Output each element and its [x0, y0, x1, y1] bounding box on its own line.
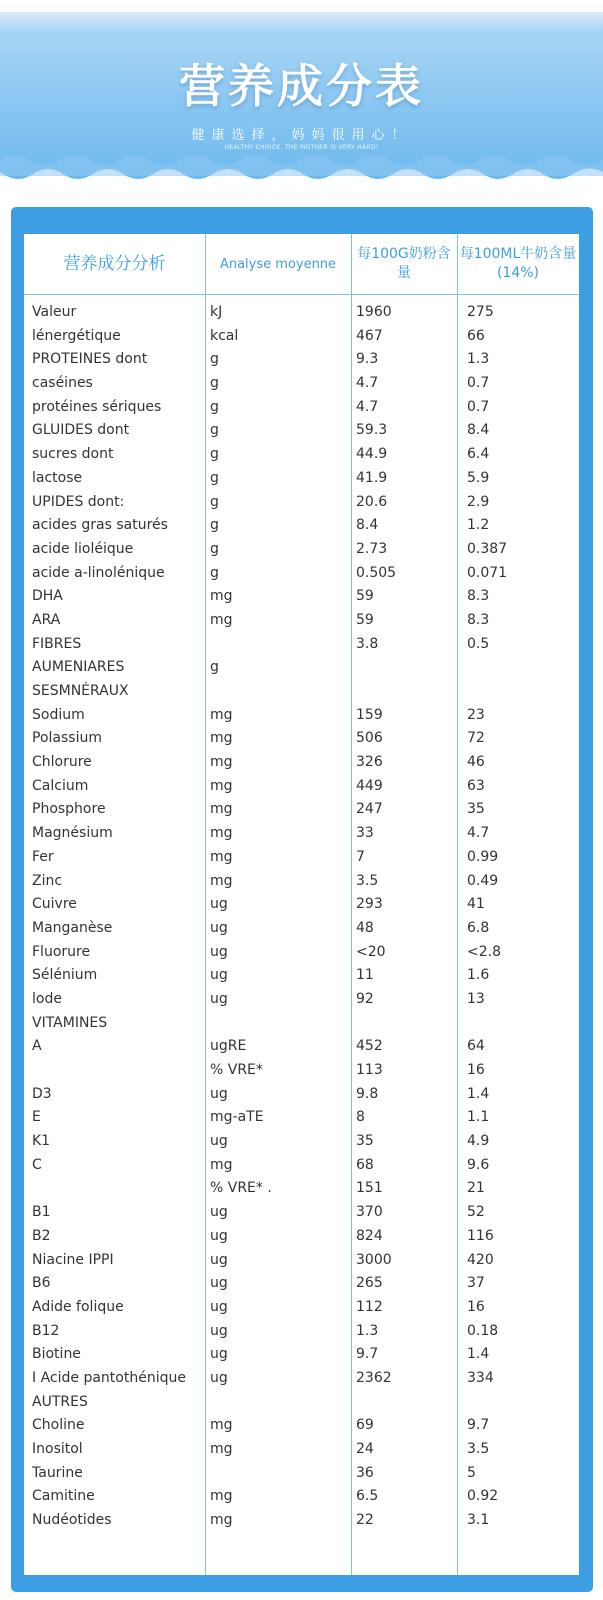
- cell-per-100g: 3.8: [356, 635, 379, 652]
- cell-per-100ml: 41: [467, 896, 485, 913]
- cell-nutrient: [24, 1059, 205, 1083]
- cell-nutrient: B12: [32, 1322, 60, 1339]
- cell-per-100ml: [457, 1012, 579, 1036]
- cell-unit: mg: [210, 754, 233, 771]
- table-row: [24, 1035, 579, 1059]
- cell-unit: g: [210, 659, 219, 676]
- cell-per-100g: 22: [356, 1512, 374, 1529]
- cell-nutrient: Choline: [32, 1417, 85, 1434]
- cell-per-100ml: 5: [467, 1464, 476, 1481]
- cell-nutrient: I Acide pantothénique: [32, 1369, 186, 1386]
- cell-per-100ml: 1.6: [467, 967, 490, 984]
- cell-unit: mg: [210, 1417, 233, 1434]
- table-row: [24, 467, 579, 491]
- cell-per-100ml: 1.4: [467, 1346, 490, 1363]
- cell-nutrient: protéines sériques: [32, 398, 162, 415]
- table-row: [24, 775, 579, 799]
- cell-per-100g: <20: [356, 943, 386, 960]
- table-row: [24, 1201, 579, 1225]
- cell-per-100ml: 0.92: [467, 1488, 499, 1505]
- cell-per-100g: 6.5: [356, 1488, 379, 1505]
- cell-nutrient: PROTEINES dont: [32, 351, 148, 368]
- cell-nutrient: UPIDES dont:: [32, 493, 125, 510]
- table-row: [24, 538, 579, 562]
- table-row: [24, 1391, 579, 1415]
- cell-nutrient: Zinc: [32, 872, 63, 889]
- cell-unit: [205, 1462, 351, 1486]
- cell-unit: ug: [210, 1346, 228, 1363]
- cell-nutrient: B1: [32, 1204, 51, 1221]
- cell-nutrient: Sodium: [32, 706, 85, 723]
- cell-per-100ml: 6.4: [467, 446, 490, 463]
- cell-unit: [205, 633, 351, 657]
- cell-unit: mg: [210, 588, 233, 605]
- cell-per-100g: 370: [356, 1204, 383, 1221]
- table-row: [24, 1343, 579, 1367]
- table-row: [24, 1154, 579, 1178]
- cell-nutrient: Adide folique: [32, 1298, 124, 1315]
- cell-per-100g: 3.5: [356, 872, 379, 889]
- table-row: [24, 680, 579, 704]
- cell-per-100g: 293: [356, 896, 383, 913]
- cell-per-100ml: 52: [467, 1204, 485, 1221]
- table-row: [24, 491, 579, 515]
- cell-per-100g: 69: [356, 1417, 374, 1434]
- cell-per-100ml: 0.99: [467, 848, 499, 865]
- cell-nutrient: ARA: [32, 611, 61, 628]
- cell-per-100ml: [457, 1391, 579, 1415]
- cell-per-100g: 4.7: [356, 375, 379, 392]
- cell-per-100ml: 9.7: [467, 1417, 490, 1434]
- cell-nutrient: FIBRES: [32, 635, 82, 652]
- table-body: [24, 301, 579, 1533]
- table-row: [24, 988, 579, 1012]
- cell-unit: mg: [210, 706, 233, 723]
- cell-nutrient: [24, 1177, 205, 1201]
- cell-per-100g: [351, 1012, 457, 1036]
- cell-nutrient: Cuivre: [32, 896, 77, 913]
- cell-nutrient: Phosphore: [32, 801, 106, 818]
- cell-per-100ml: 1.4: [467, 1085, 490, 1102]
- cell-per-100g: 59: [356, 588, 374, 605]
- table-row: [24, 1438, 579, 1462]
- cell-per-100g: 2362: [356, 1369, 392, 1386]
- cell-unit: g: [210, 446, 219, 463]
- cell-unit: g: [210, 422, 219, 439]
- cell-nutrient: lénergétique: [32, 327, 121, 344]
- cell-per-100g: 265: [356, 1275, 383, 1292]
- cell-per-100g: 9.3: [356, 351, 379, 368]
- cell-per-100g: 92: [356, 990, 374, 1007]
- cell-per-100g: 467: [356, 327, 383, 344]
- cell-unit: g: [210, 375, 219, 392]
- table-row: [24, 633, 579, 657]
- cell-nutrient: Nudéotides: [32, 1512, 112, 1529]
- cell-per-100ml: 0.071: [467, 564, 508, 581]
- cell-per-100ml: 21: [467, 1180, 485, 1197]
- cell-unit: [205, 1012, 351, 1036]
- cell-nutrient: K1: [32, 1133, 51, 1150]
- cell-nutrient: Niacine IPPI: [32, 1251, 114, 1268]
- cell-unit: g: [210, 540, 219, 557]
- cell-per-100ml: 16: [467, 1062, 485, 1078]
- table-row: [24, 1320, 579, 1344]
- cell-per-100ml: 63: [467, 777, 485, 794]
- cell-unit: ug: [210, 1227, 228, 1244]
- cell-per-100ml: [457, 656, 579, 680]
- cell-unit: % VRE* .: [210, 1180, 272, 1197]
- cell-nutrient: Inositol: [32, 1441, 83, 1457]
- cell-per-100g: 824: [356, 1227, 383, 1244]
- cell-per-100g: 113: [356, 1062, 383, 1078]
- cell-unit: mg: [210, 872, 233, 889]
- cell-unit: mg: [210, 1488, 233, 1505]
- cell-per-100g: 449: [356, 777, 383, 794]
- cell-per-100ml: 4.7: [467, 825, 490, 842]
- nutrition-table: [24, 234, 579, 1575]
- cell-nutrient: DHA: [32, 588, 63, 605]
- cell-nutrient: Valeur: [32, 304, 77, 320]
- cell-per-100g: 48: [356, 919, 374, 936]
- cell-unit: ug: [210, 967, 228, 984]
- table-row: [24, 964, 579, 988]
- cell-unit: mg: [210, 825, 233, 842]
- cell-unit: mg: [210, 611, 233, 628]
- cell-per-100g: 0.505: [356, 564, 397, 581]
- cell-unit: kcal: [210, 327, 239, 344]
- cell-per-100ml: 35: [467, 801, 485, 818]
- cell-unit: ug: [210, 1251, 228, 1268]
- table-row: [24, 1130, 579, 1154]
- cell-unit: mg: [210, 1512, 233, 1529]
- cell-per-100ml: 3.5: [467, 1441, 490, 1457]
- cell-per-100g: 506: [356, 730, 383, 747]
- cell-nutrient: A: [32, 1038, 42, 1055]
- cell-per-100ml: 3.1: [467, 1512, 490, 1529]
- cell-nutrient: VITAMINES: [32, 1014, 108, 1031]
- cell-per-100ml: <2.8: [467, 943, 501, 960]
- cell-unit: [205, 1391, 351, 1415]
- cell-unit: ug: [210, 1204, 228, 1221]
- cell-per-100g: 1.3: [356, 1322, 379, 1339]
- cell-per-100g: 326: [356, 754, 383, 771]
- table-row: [24, 585, 579, 609]
- cell-nutrient: acide lioléique: [32, 540, 134, 557]
- cell-nutrient: lode: [32, 990, 62, 1007]
- cell-per-100g: 8.4: [356, 517, 379, 534]
- cell-nutrient: acides gras saturés: [32, 517, 168, 534]
- table-row: [24, 443, 579, 467]
- cell-nutrient: Polassium: [32, 730, 102, 747]
- cell-nutrient: C: [32, 1156, 42, 1173]
- table-row: [24, 1177, 579, 1201]
- cell-per-100g: 11: [356, 967, 374, 984]
- cell-per-100g: 452: [356, 1038, 383, 1055]
- table-row: [24, 1012, 579, 1036]
- cell-per-100ml: 1.3: [467, 351, 490, 368]
- table-header: [24, 234, 579, 295]
- table-row: [24, 372, 579, 396]
- table-row: [24, 727, 579, 751]
- cell-per-100ml: 0.387: [467, 540, 508, 557]
- cell-per-100ml: 0.7: [467, 398, 490, 415]
- cell-per-100ml: 13: [467, 990, 485, 1007]
- table-row: [24, 917, 579, 941]
- table-row: [24, 798, 579, 822]
- cell-nutrient: Taurine: [32, 1464, 83, 1481]
- cell-nutrient: AUMENIARES: [32, 659, 125, 676]
- cell-per-100ml: 334: [467, 1369, 494, 1386]
- cell-nutrient: Camitine: [32, 1488, 95, 1505]
- cell-nutrient: E: [32, 1109, 41, 1126]
- cell-nutrient: Chlorure: [32, 754, 92, 771]
- header-per-100g: 每100G奶粉含量: [357, 246, 451, 281]
- cell-per-100g: 159: [356, 706, 383, 723]
- cell-per-100g: 44.9: [356, 446, 388, 463]
- header-per-100ml: 每100ML牛奶含量(14%): [459, 246, 577, 281]
- header-banner: [0, 0, 603, 200]
- cell-nutrient: Sélénium: [32, 967, 98, 984]
- cell-per-100g: 7: [356, 848, 365, 865]
- table-row: [24, 325, 579, 349]
- cell-unit: g: [210, 564, 219, 581]
- cell-per-100ml: 9.6: [467, 1156, 490, 1173]
- cell-per-100ml: 0.7: [467, 375, 490, 392]
- cell-per-100ml: 275: [467, 304, 494, 320]
- cell-nutrient: Calcium: [32, 777, 89, 794]
- table-row: [24, 1367, 579, 1391]
- table-row: [24, 846, 579, 870]
- table-row: [24, 1296, 579, 1320]
- cell-nutrient: Magnésium: [32, 825, 113, 842]
- cell-nutrient: acide a-linolénique: [32, 564, 165, 581]
- slogan-english: HEALTHY CHOICE, THE MOTHER IS VERY HARD!: [224, 144, 379, 151]
- cell-per-100g: 36: [356, 1464, 374, 1481]
- table-row: [24, 1059, 579, 1083]
- cell-unit: g: [210, 493, 219, 510]
- cell-unit: g: [210, 469, 219, 486]
- cell-per-100ml: 66: [467, 327, 485, 344]
- table-row: [24, 1509, 579, 1533]
- cell-per-100g: [351, 1391, 457, 1415]
- cell-per-100ml: 0.49: [467, 872, 499, 889]
- cell-unit: mg: [210, 1156, 233, 1173]
- cell-unit: mg: [210, 1441, 233, 1457]
- cell-unit: mg: [210, 730, 233, 747]
- cell-per-100ml: 1.2: [467, 517, 490, 534]
- cell-nutrient: Biotine: [32, 1346, 81, 1363]
- cell-per-100g: [351, 680, 457, 704]
- cell-unit: mg: [210, 848, 233, 865]
- cell-nutrient: caséines: [32, 375, 93, 392]
- table-row: [24, 419, 579, 443]
- table-row: [24, 1414, 579, 1438]
- cell-per-100ml: 0.18: [467, 1322, 499, 1339]
- table-row: [24, 1225, 579, 1249]
- cell-nutrient: Fluorure: [32, 943, 91, 960]
- cell-unit: mg: [210, 801, 233, 818]
- cell-per-100ml: 0.5: [467, 635, 490, 652]
- cell-per-100ml: 37: [467, 1275, 485, 1292]
- cell-nutrient: B6: [32, 1275, 51, 1292]
- cell-per-100ml: 64: [467, 1038, 485, 1055]
- cell-per-100g: 9.8: [356, 1085, 379, 1102]
- cell-nutrient: sucres dont: [32, 446, 114, 463]
- cell-per-100ml: 8.3: [467, 588, 490, 605]
- cell-per-100ml: 5.9: [467, 469, 490, 486]
- header-nutrient: 营养成分分析: [63, 253, 166, 274]
- cell-per-100ml: 8.3: [467, 611, 490, 628]
- cell-nutrient: Manganèse: [32, 919, 113, 936]
- cell-unit: ug: [210, 1085, 228, 1102]
- cell-per-100g: 68: [356, 1156, 374, 1173]
- cell-per-100ml: [457, 680, 579, 704]
- cell-nutrient: D3: [32, 1085, 52, 1102]
- table-row: [24, 301, 579, 325]
- cell-per-100ml: 72: [467, 730, 485, 747]
- cell-per-100ml: 16: [467, 1298, 485, 1315]
- cell-unit: ug: [210, 1275, 228, 1292]
- cell-per-100g: 41.9: [356, 469, 388, 486]
- table-row: [24, 348, 579, 372]
- cell-nutrient: B2: [32, 1227, 51, 1244]
- cell-unit: mg: [210, 777, 233, 794]
- table-row: [24, 1485, 579, 1509]
- cell-per-100g: [351, 656, 457, 680]
- cell-unit: ug: [210, 1322, 228, 1339]
- cell-per-100g: 1960: [356, 304, 392, 320]
- cell-per-100g: 4.7: [356, 398, 379, 415]
- cell-nutrient: Fer: [32, 848, 54, 865]
- cell-unit: ug: [210, 943, 228, 960]
- table-row: [24, 1083, 579, 1107]
- cell-unit: ug: [210, 1133, 228, 1150]
- cell-unit: [205, 680, 351, 704]
- table-row: [24, 1462, 579, 1486]
- cell-per-100g: 35: [356, 1133, 374, 1150]
- table-row: [24, 514, 579, 538]
- table-row: [24, 1249, 579, 1273]
- cell-unit: g: [210, 351, 219, 368]
- cell-per-100ml: 4.9: [467, 1133, 490, 1150]
- cell-per-100ml: 23: [467, 706, 485, 723]
- cell-per-100g: 59.3: [356, 422, 388, 439]
- cell-unit: ug: [210, 919, 228, 936]
- table-row: [24, 1106, 579, 1130]
- cell-per-100g: 20.6: [356, 493, 388, 510]
- cell-per-100ml: 116: [467, 1227, 494, 1244]
- cell-unit: kJ: [210, 304, 223, 320]
- cell-per-100g: 151: [356, 1180, 383, 1197]
- cell-per-100ml: 1.1: [467, 1109, 490, 1126]
- table-row: [24, 1272, 579, 1296]
- cell-per-100g: 33: [356, 825, 374, 842]
- cell-per-100g: 24: [356, 1441, 374, 1457]
- table-row: [24, 870, 579, 894]
- table-row: [24, 609, 579, 633]
- table-row: [24, 656, 579, 680]
- header-unit: Analyse moyenne: [219, 256, 337, 272]
- cell-unit: ugRE: [210, 1038, 247, 1055]
- cell-per-100g: 247: [356, 801, 383, 818]
- table-row: [24, 822, 579, 846]
- cell-per-100ml: 6.8: [467, 919, 490, 936]
- cell-unit: ug: [210, 896, 228, 913]
- table-row: [24, 704, 579, 728]
- table-row: [24, 562, 579, 586]
- cell-per-100g: 3000: [356, 1251, 392, 1268]
- cell-per-100g: 59: [356, 611, 374, 628]
- cell-nutrient: SESMNÉRAUX: [32, 683, 129, 699]
- cell-unit: g: [210, 398, 219, 415]
- cell-unit: mg-aTE: [210, 1109, 264, 1126]
- table-row: [24, 941, 579, 965]
- cell-per-100ml: 2.9: [467, 493, 490, 510]
- table-row: [24, 893, 579, 917]
- cell-unit: ug: [210, 1298, 228, 1315]
- cell-per-100g: 8: [356, 1109, 365, 1126]
- cell-per-100ml: 8.4: [467, 422, 490, 439]
- cell-per-100g: 2.73: [356, 540, 388, 557]
- table-row: [24, 751, 579, 775]
- cell-unit: ug: [210, 990, 228, 1007]
- cell-unit: % VRE*: [210, 1062, 263, 1078]
- table-row: [24, 396, 579, 420]
- page-title: 营养成分表: [179, 59, 424, 113]
- cell-unit: g: [210, 517, 219, 534]
- cell-per-100g: 9.7: [356, 1346, 379, 1363]
- cell-nutrient: lactose: [32, 469, 83, 486]
- cell-per-100g: 112: [356, 1298, 383, 1315]
- cell-unit: ug: [210, 1369, 228, 1386]
- cell-per-100ml: 46: [467, 754, 485, 771]
- cell-nutrient: GLUIDES dont: [32, 422, 130, 439]
- slogan: 健康选择，妈妈很用心！: [191, 128, 412, 143]
- cell-per-100ml: 420: [467, 1251, 494, 1268]
- cell-nutrient: AUTRES: [32, 1393, 88, 1410]
